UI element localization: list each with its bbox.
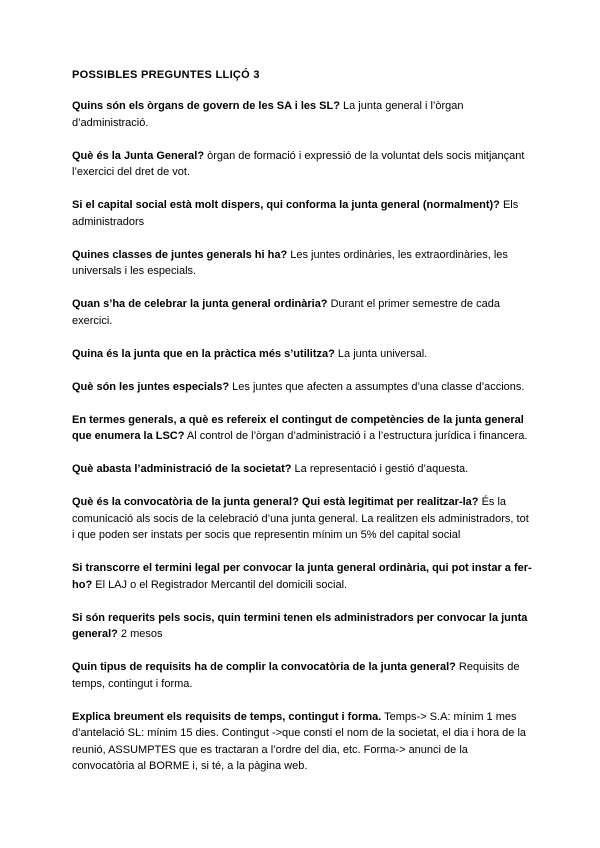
answer-text: òrgan de formació i expressió de la voluntat dels socis mitjançant l’exercici del dret de vot. — [72, 149, 525, 178]
qa-item — [72, 494, 532, 544]
answer-text: Requisits de temps, contingut i forma. — [72, 661, 520, 690]
qa-item — [72, 461, 532, 478]
answer-text: Al control de l’òrgan d’administració i a l’estructura jurídica i financera. — [184, 430, 528, 442]
question-text: Què són les juntes especials? — [72, 380, 230, 393]
qa-list — [72, 98, 532, 775]
answer-text: És la comunicació als socis de la celebració d’una junta general. La realitzen els administradors, tot i que poden ser instats per socis que representin mínim un 5% del capital social — [72, 496, 529, 541]
qa-item — [72, 197, 532, 230]
answer-text: Els administradors — [72, 199, 519, 228]
answer-text: La junta general i l’òrgan d’administració. — [72, 100, 464, 129]
qa-item — [72, 247, 532, 280]
qa-item — [72, 296, 532, 329]
qa-item — [72, 610, 532, 643]
answer-text: La representació i gestió d’aquesta. — [291, 463, 469, 475]
qa-item — [72, 98, 532, 131]
qa-item — [72, 560, 532, 593]
answer-text: El LAJ o el Registrador Mercantil del domicili social. — [92, 578, 348, 591]
document-title: POSSIBLES PREGUNTES LLIÇÓ 3 — [72, 69, 260, 81]
question-text: Quin tipus de requisits ha de complir la convocatòria de la junta general? — [72, 661, 456, 673]
answer-text: Les juntes que afecten a assumptes d’una classe d’accions. — [229, 380, 525, 393]
answer-text: Durant el primer semestre de cada exercici. — [72, 298, 500, 327]
question-text: Quan s’ha de celebrar la junta general ordinària? — [72, 298, 328, 310]
question-text: Explica breument els requisits de temps, contingut i forma. — [72, 710, 382, 723]
question-text: Què és la convocatòria de la junta general? Qui està legitimat per realitzar-la? — [72, 496, 479, 508]
qa-item — [72, 709, 532, 775]
qa-item — [72, 659, 532, 692]
document-page — [72, 68, 532, 791]
question-text: Quins són els òrgans de govern de les SA i les SL? — [72, 100, 340, 112]
qa-item — [72, 412, 532, 445]
answer-text: 2 mesos — [117, 628, 163, 640]
question-text: Si transcorre el termini legal per convocar la junta general ordinària, qui pot instar a fer-ho? — [72, 562, 532, 591]
question-text: Si són requerits pels socis, quin termini tenen els administradors per convocar la junta general? — [72, 611, 528, 640]
question-text: Què abasta l’administració de la societat? — [72, 463, 292, 475]
qa-item — [72, 379, 532, 396]
answer-text: Les juntes ordinàries, les extraordinàries, les universals i les especials. — [72, 248, 508, 277]
question-text: En termes generals, a què es refereix el contingut de competències de la junta general que enumera la LSC? — [72, 413, 524, 442]
question-text: Quines classes de juntes generals hi ha? — [72, 248, 288, 261]
answer-text: La junta universal. — [334, 347, 428, 360]
answer-text: Temps-> S.A: mínim 1 mes d’antelació SL: mínim 15 dies. Contingut ->que consti el nom de la societat, el dia i hora de la reunió, ASSUMPTES que es tractaran a l’ordre del dia, etc. Forma-> anunci de la convocatòria al BORME i, si té, a la pàgina web. — [72, 710, 527, 772]
qa-item — [72, 148, 532, 181]
question-text: Quina és la junta que en la pràctica més s’utilitza? — [72, 347, 335, 360]
qa-item — [72, 346, 532, 363]
question-text: Què és la Junta General? — [72, 149, 205, 162]
question-text: Si el capital social està molt dispers, qui conforma la junta general (normalment)? — [72, 199, 500, 211]
